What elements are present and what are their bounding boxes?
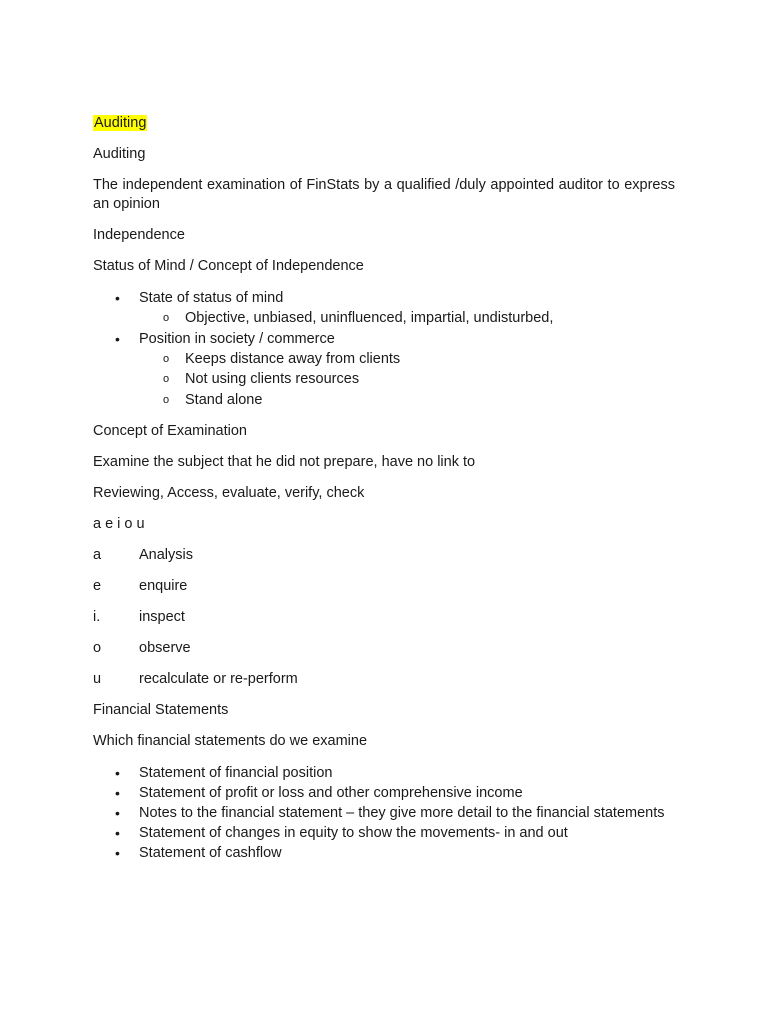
- circle-bullet-icon: o: [163, 312, 170, 324]
- list-item-label: Statement of profit or loss and other comprehensive income: [139, 785, 523, 801]
- vowel-row: [93, 546, 675, 565]
- list-item: [93, 843, 675, 863]
- vowel-key: u: [93, 671, 102, 687]
- list-item-label: Statement of cashflow: [139, 845, 282, 861]
- sub-list-item-label: Objective, unbiased, uninfluenced, impartial, undisturbed,: [185, 310, 554, 326]
- vowel-row: [93, 608, 675, 627]
- heading: Auditing: [93, 146, 146, 162]
- highlighted-heading: [93, 114, 675, 133]
- definition-paragraph: The independent examination of FinStats by a qualified /duly appointed auditor to express an opinion: [93, 177, 675, 212]
- sub-list-item: [139, 390, 675, 411]
- bullet-icon: •: [115, 330, 120, 347]
- sub-list-item: [139, 308, 675, 329]
- vowel-value: inspect: [139, 609, 185, 625]
- vowel-value: recalculate or re-perform: [139, 671, 298, 687]
- examination-title: Concept of Examination: [93, 423, 247, 439]
- examination-text: Examine the subject that he did not prepare, have no link to: [93, 454, 476, 470]
- vowel-row: [93, 639, 675, 658]
- vowel-value: enquire: [139, 578, 188, 594]
- status-title: Status of Mind / Concept of Independence: [93, 258, 364, 274]
- vowel-row: [93, 670, 675, 689]
- circle-bullet-icon: o: [163, 352, 170, 365]
- vowel-value: Analysis: [139, 547, 193, 563]
- examination-verbs: Reviewing, Access, evaluate, verify, check: [93, 485, 365, 501]
- sub-list-item-label: Not using clients resources: [185, 371, 360, 387]
- list-item-label: Position in society / commerce: [139, 330, 335, 347]
- vowel-key: e: [93, 578, 102, 594]
- independence-title: Independence: [93, 227, 185, 243]
- financial-statements-list: [93, 763, 675, 863]
- vowel-key: a: [93, 547, 102, 563]
- list-item: [93, 783, 675, 803]
- highlighted-heading-text: Auditing: [94, 115, 147, 131]
- vowel-key: o: [93, 640, 102, 656]
- financial-statements-question: Which financial statements do we examine: [93, 733, 368, 749]
- bullet-icon: •: [115, 765, 120, 781]
- list-item: [93, 763, 675, 783]
- sub-list: [139, 349, 675, 411]
- bullet-icon: •: [115, 785, 120, 801]
- bullet-icon: •: [115, 845, 120, 861]
- sub-list-item-label: Keeps distance away from clients: [185, 350, 401, 367]
- vowel-value: observe: [139, 640, 191, 656]
- list-item: [93, 803, 675, 823]
- list-item: [93, 823, 675, 843]
- sub-list-item: [139, 369, 675, 390]
- financial-statements-title: Financial Statements: [93, 702, 229, 718]
- vowel-row: [93, 577, 675, 596]
- list-item-label: State of status of mind: [139, 290, 284, 306]
- sub-list-item-label: Stand alone: [185, 391, 263, 408]
- document-page: [93, 114, 675, 875]
- list-item-label: Notes to the financial statement – they give more detail to the financial statements: [139, 805, 665, 821]
- sub-list: [139, 308, 675, 329]
- bullet-icon: •: [115, 825, 120, 841]
- list-item-label: Statement of changes in equity to show the movements- in and out: [139, 825, 568, 841]
- vowel-key: i.: [93, 609, 101, 625]
- vowels-line: a e i o u: [93, 516, 145, 532]
- list-item-label: Statement of financial position: [139, 765, 333, 781]
- independence-list: [93, 288, 675, 410]
- circle-bullet-icon: o: [163, 373, 170, 385]
- circle-bullet-icon: o: [163, 393, 170, 406]
- bullet-icon: •: [115, 290, 120, 306]
- list-item: [93, 329, 675, 411]
- bullet-icon: •: [115, 805, 120, 821]
- list-item: [93, 288, 675, 329]
- sub-list-item: [139, 349, 675, 370]
